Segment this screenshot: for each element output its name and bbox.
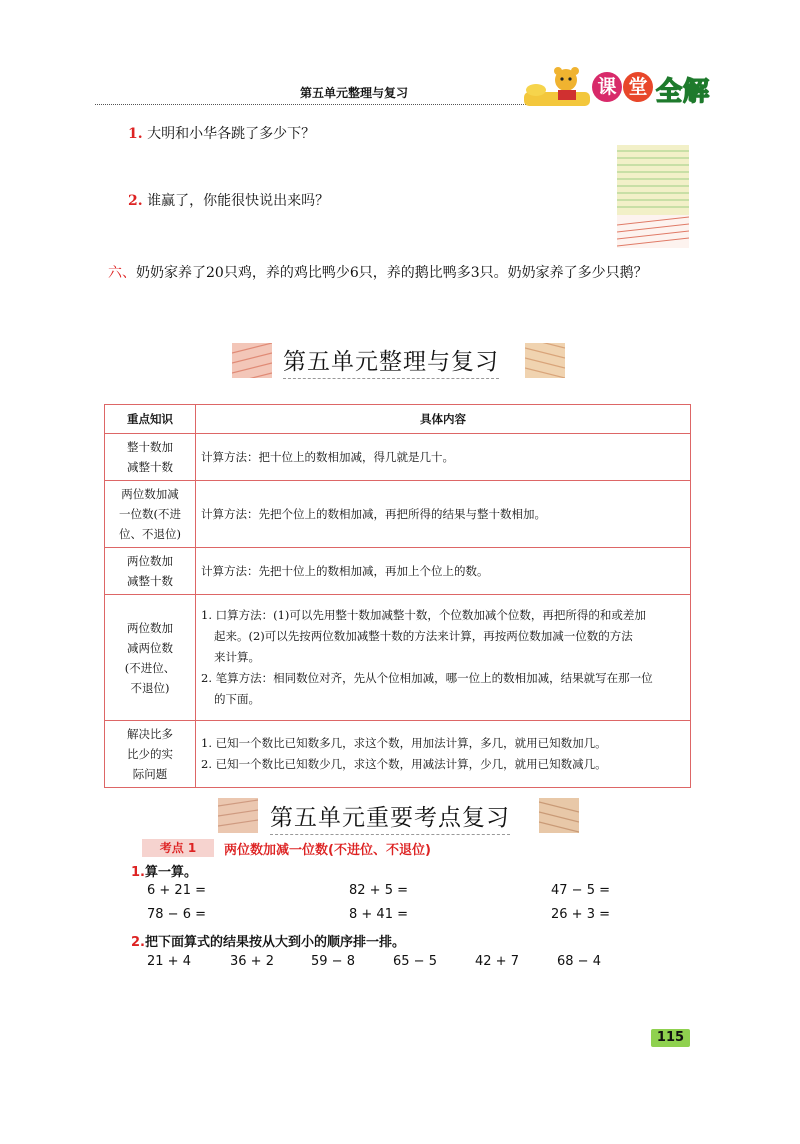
calc-item: 6 + 21 = [147,883,206,898]
order-item: 68 − 4 [557,954,601,969]
calc-item: 82 + 5 = [349,883,408,898]
table-header-topic: 重点知识 [105,405,196,434]
section-title-review: 第五单元整理与复习 [283,343,499,379]
section-title-key-points: 第五单元重要考点复习 [270,799,510,835]
question-6: 六、奶奶家养了20只鸡，养的鸡比鸭少6只，养的鹅比鸭多3只。奶奶家养了多少只鹅？ [108,265,648,281]
bear-mascot-icon [522,66,592,110]
textured-illustration [617,145,689,248]
topic-cell: 两位数加 减两位数 (不进位、 不退位) [105,595,196,721]
table-row [105,721,691,788]
logo-char-1: 课 [592,72,622,102]
topic-cell: 两位数加减 一位数(不进 位、不退位) [105,481,196,548]
topic-cell: 解决比多 比少的实 际问题 [105,721,196,788]
book-logo [522,66,722,110]
header-dotted-rule [95,104,530,105]
calc-item: 78 − 6 = [147,907,206,922]
order-item: 36 + 2 [230,954,274,969]
kaodian-badge: 考点 1 [142,839,214,857]
page-number: 115 [651,1029,690,1047]
exercise-1-heading: 1.算一算。 [131,865,197,880]
content-cell: 1. 已知一个数比已知数多几，求这个数，用加法计算，多几，就用已知数加几。 2. 已知一个数比已知数少几，求这个数，用减法计算，少几，就用已知数减几。 [196,721,691,788]
content-cell: 计算方法：先把十位上的数相加减，再加上个位上的数。 [196,548,691,595]
order-item: 59 − 8 [311,954,355,969]
texture-swatch-right [525,343,565,378]
table-row [105,595,691,721]
order-item: 21 + 4 [147,954,191,969]
question-2: 2. 谁赢了，你能很快说出来吗？ [128,193,330,209]
texture-swatch-right-2 [539,798,579,833]
table-row [105,481,691,548]
topic-cell: 整十数加 减整十数 [105,434,196,481]
content-cell: 计算方法：先把个位上的数相加减，再把所得的结果与整十数相加。 [196,481,691,548]
logo-char-2: 堂 [623,72,653,102]
calc-item: 8 + 41 = [349,907,408,922]
table-row [105,434,691,481]
logo-big-text: 全解 [656,77,711,107]
table-header-content: 具体内容 [196,405,691,434]
texture-swatch-left-2 [218,798,258,833]
question-1: 1. 大明和小华各跳了多少下？ [128,126,316,142]
exercise-2-heading: 2.把下面算式的结果按从大到小的顺序排一排。 [131,935,405,950]
knowledge-summary-table [104,404,691,788]
texture-swatch-left [232,343,272,378]
running-header-title: 第五单元整理与复习 [300,86,409,100]
table-header-row [105,405,691,434]
order-item: 65 − 5 [393,954,437,969]
calc-item: 26 + 3 = [551,907,610,922]
topic-cell: 两位数加 减整十数 [105,548,196,595]
content-cell: 计算方法：把十位上的数相加减，得几就是几十。 [196,434,691,481]
kaodian-title: 两位数加减一位数(不进位、不退位) [224,843,431,858]
content-cell: 1. 口算方法：(1)可以先用整十数加减整十数，个位数加减个位数，再把所得的和或差加 起来。(2)可以先按两位数加减整十数的方法来计算，再按两位数加减一位数的方法 来计算。 2. 笔算方法：相同数位对齐，先从个位相加减，哪一位上的数相加减，结果就写在那一位 的下面。 [196,595,691,721]
order-item: 42 + 7 [475,954,519,969]
calc-item: 47 − 5 = [551,883,610,898]
table-row [105,548,691,595]
